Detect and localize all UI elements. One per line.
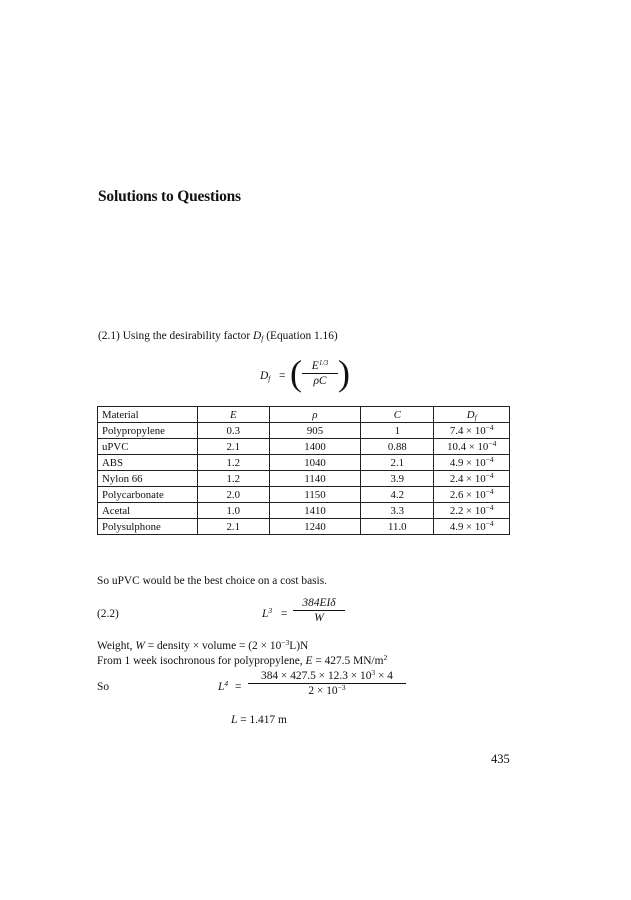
cell-e: 2.1 (197, 519, 269, 535)
cell-material: Polypropylene (98, 423, 198, 439)
result-lhs: L (231, 714, 238, 726)
formula-left-paren: ( (290, 353, 302, 393)
header-rho: ρ (269, 407, 360, 423)
cell-c: 11.0 (361, 519, 434, 535)
result-line (231, 713, 287, 727)
eq1-fraction (293, 596, 345, 625)
cell-df: $2.4 \times 10^{-4}$ (434, 471, 510, 487)
equation-reference: (Equation 1.16) (266, 330, 338, 342)
materials-table (97, 406, 510, 535)
weight-symbol: W (135, 640, 145, 652)
table-row (98, 439, 510, 455)
formula-numerator: $E^{1/3}$ (311, 358, 329, 372)
table-row (98, 487, 510, 503)
weight-line: Weight, W = density × volume = $(2 \times 10^{-3}L)N$ (97, 638, 309, 652)
cell-c: 0.88 (361, 439, 434, 455)
cell-e: 1.0 (197, 503, 269, 519)
cell-rho: 1150 (269, 487, 360, 503)
table-header-row (98, 407, 510, 423)
formula-right-paren: ) (338, 353, 350, 393)
result-rhs: = 1.417 m (240, 714, 287, 726)
cell-e: 2.1 (197, 439, 269, 455)
eq2-denominator: $2 \times 10^{-3}$ (308, 683, 346, 697)
cell-material: Acetal (98, 503, 198, 519)
page-number: 435 (491, 752, 510, 766)
eq2-lhs: $L^4$ (218, 679, 229, 693)
cell-rho: 905 (269, 423, 360, 439)
cell-e: 1.2 (197, 455, 269, 471)
section-heading: Solutions to Questions (98, 188, 241, 205)
formula-equals: = (279, 370, 286, 382)
cell-rho: 1140 (269, 471, 360, 487)
so-label: So (97, 681, 110, 693)
table-row (98, 423, 510, 439)
cell-df: $10.4 \times 10^{-4}$ (434, 439, 510, 455)
table-row (98, 471, 510, 487)
table-row (98, 455, 510, 471)
intro-text: Using the desirability factor (122, 330, 251, 342)
cell-material: Nylon 66 (98, 471, 198, 487)
cell-material: Polysulphone (98, 519, 198, 535)
cell-df: $2.2 \times 10^{-4}$ (434, 503, 510, 519)
table-row (98, 503, 510, 519)
cell-rho: 1240 (269, 519, 360, 535)
cell-e: 2.0 (197, 487, 269, 503)
beam-equation (262, 596, 372, 630)
cell-c: 2.1 (361, 455, 434, 471)
eq1-lhs: $L^3$ (262, 606, 273, 620)
cell-e: 1.2 (197, 471, 269, 487)
eq2-fraction (248, 669, 406, 698)
cell-rho: 1410 (269, 503, 360, 519)
question-2-2-number: (2.2) (97, 608, 119, 620)
modulus-symbol: E (305, 655, 313, 667)
eq1-denominator: W (314, 612, 324, 624)
header-df: $D_f$ (434, 407, 510, 423)
cell-material: uPVC (98, 439, 198, 455)
table-row (98, 519, 510, 535)
cell-e: 0.3 (197, 423, 269, 439)
formula-fraction (302, 359, 338, 388)
formula-lhs: $D_f$ (260, 370, 271, 383)
cell-df: $4.9 \times 10^{-4}$ (434, 519, 510, 535)
cell-rho: 1040 (269, 455, 360, 471)
cell-material: ABS (98, 455, 198, 471)
cell-df: $7.4 \times 10^{-4}$ (434, 423, 510, 439)
question-2-1-intro (98, 329, 338, 343)
length-equation (218, 669, 408, 703)
header-e: E (197, 407, 269, 423)
cell-c: 1 (361, 423, 434, 439)
question-number: (2.1) (98, 330, 120, 342)
cell-df: $4.9 \times 10^{-4}$ (434, 455, 510, 471)
cell-c: 3.9 (361, 471, 434, 487)
eq1-equals: = (281, 608, 288, 620)
eq2-equals: = (235, 681, 242, 693)
df-subscript: f (261, 334, 264, 343)
cell-c: 3.3 (361, 503, 434, 519)
modulus-line: From 1 week isochronous for polypropylene, E = 427.5 $MN/m^2$ (97, 653, 388, 667)
header-material: Material (98, 407, 198, 423)
cell-rho: 1400 (269, 439, 360, 455)
eq2-numerator: $384 \times 427.5 \times 12.3 \times 10^3 \times 4$ (261, 668, 393, 682)
formula-denominator: ρC (313, 375, 327, 387)
conclusion-text: So uPVC would be the best choice on a cost basis. (97, 575, 327, 587)
cell-df: $2.6 \times 10^{-4}$ (434, 487, 510, 503)
header-c: C (361, 407, 434, 423)
cell-material: Polycarbonate (98, 487, 198, 503)
cell-c: 4.2 (361, 487, 434, 503)
eq1-numerator: 384EIδ (302, 597, 336, 609)
df-symbol: D (253, 330, 262, 342)
